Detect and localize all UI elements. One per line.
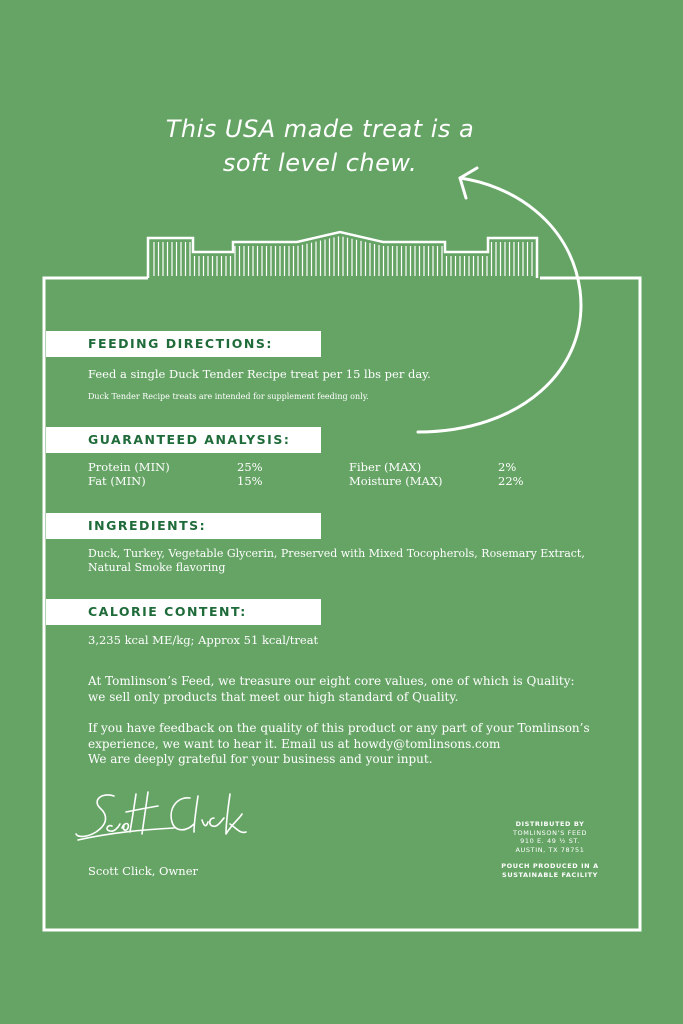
analysis-label: Moisture (MAX) xyxy=(349,474,443,488)
owner-name: Scott Click, Owner xyxy=(88,864,198,878)
feedback-line-1: If you have feedback on the quality of this product or any part of your Tomlinson’s xyxy=(88,721,590,735)
callout-line-2: soft level chew. xyxy=(222,149,418,177)
arrow-icon xyxy=(418,168,581,432)
analysis-row xyxy=(88,474,538,488)
feeding-directions-heading: FEEDING DIRECTIONS: xyxy=(46,331,321,357)
ingredients-line-1: Duck, Turkey, Vegetable Glycerin, Preserved with Mixed Tocopherols, Rosemary Extract, xyxy=(88,547,585,560)
calorie-content-text: 3,235 kcal ME/kg; Approx 51 kcal/treat xyxy=(88,633,319,647)
quality-line-2: we sell only products that meet our high standard of Quality. xyxy=(88,689,459,704)
analysis-value: 25% xyxy=(237,460,263,474)
feedback-line-3: We are deeply grateful for your business and your input. xyxy=(88,752,433,766)
skyline-stripes xyxy=(154,236,532,276)
distributor-heading: DISTRIBUTED BY xyxy=(515,820,585,828)
pouch-note-line-2: SUSTAINABLE FACILITY xyxy=(502,870,598,879)
feedback-line-2: experience, we want to hear it. Email us at howdy@tomlinsons.com xyxy=(88,736,501,751)
analysis-label: Fat (MIN) xyxy=(88,474,146,488)
analysis-value: 15% xyxy=(237,474,263,488)
signature-icon xyxy=(74,788,254,848)
guaranteed-analysis-heading: GUARANTEED ANALYSIS: xyxy=(46,427,321,453)
distributor-city: AUSTIN, TX 78751 xyxy=(515,845,585,854)
distributor-block xyxy=(480,820,620,879)
pouch-note-line-1: POUCH PRODUCED IN A xyxy=(501,862,599,870)
analysis-value: 2% xyxy=(498,460,517,474)
distributor-street: 910 E. 49 ½ ST. xyxy=(520,837,580,845)
distributor-name: TOMLINSON’S FEED xyxy=(512,828,588,837)
analysis-table xyxy=(88,460,538,488)
calorie-content-heading: CALORIE CONTENT: xyxy=(46,599,321,625)
analysis-label: Fiber (MAX) xyxy=(349,460,422,474)
analysis-value: 22% xyxy=(498,474,524,488)
feeding-directions-text: Feed a single Duck Tender Recipe treat per 15 lbs per day. xyxy=(88,367,431,381)
feedback-paragraph xyxy=(88,721,608,768)
ingredients-line-2: Natural Smoke flavoring xyxy=(88,561,226,574)
callout-line-1: This USA made treat is a xyxy=(165,115,475,143)
feeding-directions-note: Duck Tender Recipe treats are intended for supplement feeding only. xyxy=(88,392,369,401)
quality-paragraph xyxy=(88,674,608,705)
analysis-label: Protein (MIN) xyxy=(88,460,170,474)
ingredients-heading: INGREDIENTS: xyxy=(46,513,321,539)
quality-line-1: At Tomlinson’s Feed, we treasure our eight core values, one of which is Quality: xyxy=(88,674,575,688)
core-values-text xyxy=(88,674,608,784)
analysis-row xyxy=(88,460,538,474)
